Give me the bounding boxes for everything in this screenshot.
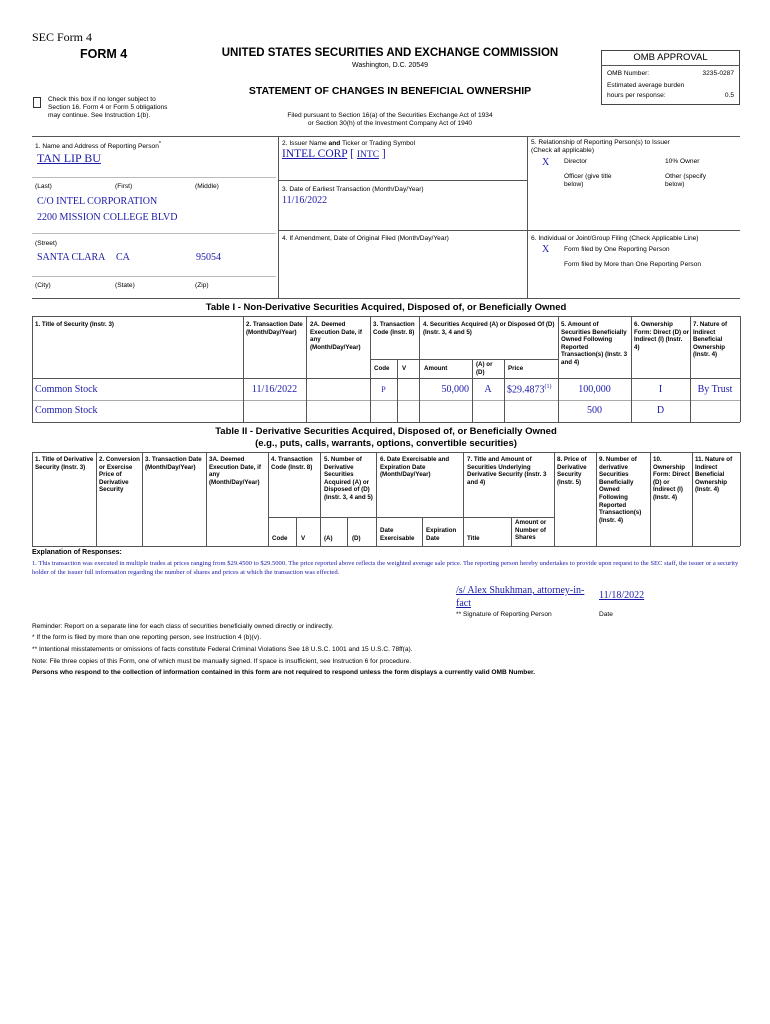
t2-code-header: Code	[272, 535, 288, 542]
checkbox-instructions: Check this box if no longer subject to Section 16. Form 4 or Form 5 obligations may continue. See Instruction 1(b).	[48, 96, 168, 119]
t1-col4-header: 4. Securities Acquired (A) or Disposed Of (D) (Instr. 3, 4 and 5)	[423, 321, 555, 336]
footnote-star-2: ** Intentional misstatements or omissions of facts constitute Federal Criminal Violations See 18 U.S.C. 1001 and 15 U.S.C. 78ff(a).	[32, 646, 413, 653]
last-label: (Last)	[35, 183, 52, 190]
omb-number-value: 3235-0287	[702, 70, 734, 77]
t1-col1-header: 1. Title of Security (Instr. 3)	[35, 321, 114, 328]
t1-r1-ad: A	[484, 384, 492, 395]
t2-col3-header: 3. Transaction Date (Month/Day/Year)	[145, 456, 202, 471]
agency-city: Washington, D.C. 20549	[351, 62, 428, 69]
t2-col2-header: 2. Conversion or Exercise Price of Derivative Security	[99, 456, 140, 494]
t2-col4-header: 4. Transaction Code (Instr. 8)	[271, 456, 313, 471]
t1-r1-title: Common Stock	[35, 384, 98, 395]
t1-amount-header: Amount	[424, 365, 448, 372]
t1-v-header: V	[402, 365, 407, 372]
t2-col5-header: 5. Number of Derivative Securities Acquired (A) or Disposed of (D) (Instr. 3, 4 and 5)	[324, 456, 373, 501]
officer-label: Officer (give title below)	[564, 173, 612, 188]
t2-col9-header: 9. Number of derivative Securities Beneficially Owned Following Reported Transaction(s) (Instr. 4)	[599, 456, 642, 524]
omb-burden-label-2: hours per response:	[607, 92, 666, 99]
t1-col3-header: 3. Transaction Code (Instr. 8)	[373, 321, 415, 336]
ten-percent-owner-label: 10% Owner	[665, 158, 700, 165]
box6-label: 6. Individual or Joint/Group Filing (Check Applicable Line)	[531, 235, 699, 242]
t1-r2-form: D	[656, 405, 665, 416]
t2-col1-header: 1. Title of Derivative Security (Instr. 3)	[35, 456, 94, 471]
no-longer-subject-checkbox[interactable]	[33, 97, 41, 108]
omb-title: OMB APPROVAL	[633, 52, 708, 63]
t1-col2-header: 2. Transaction Date (Month/Day/Year)	[246, 321, 303, 336]
persons-text: Persons who respond to the collection of information contained in this form are not required to respond unless the form displays a currently valid OMB Number.	[32, 669, 536, 676]
director-label: Director	[564, 158, 588, 165]
t1-r2-owned: 500	[587, 405, 602, 416]
t2-expiration-header: Expiration Date	[426, 527, 457, 542]
reminder-text: Reminder: Report on a separate line for each class of securities beneficially owned directly or indirectly.	[32, 623, 334, 630]
zip-value: 95054	[196, 252, 221, 263]
other-label: Other (specify below)	[665, 173, 707, 188]
zip-label: (Zip)	[195, 282, 209, 289]
t2-a-header: (A)	[324, 535, 333, 542]
t2-v-header: V	[301, 535, 306, 542]
t1-col5-header: 5. Amount of Securities Beneficially Owned Following Reported Transaction(s) (Instr. 3 and 4)	[561, 321, 628, 366]
one-person-mark: X	[542, 244, 550, 255]
ticker-link[interactable]: INTC	[356, 150, 380, 160]
t1-r1-nature: By Trust	[697, 384, 733, 395]
footnote-1: 1. This transaction was executed in multiple trades at prices ranging from $29.4500 to $29.5000. The price reported above reflects the weighted average sale price. The reporting person hereby undertakes to provide upon request to the SEC staff, the issuer or a security holder of the issuer full information regarding the number of shares and prices at which the transaction was effected.	[32, 560, 739, 576]
t2-title-header: Title	[467, 535, 480, 542]
omb-burden-value: 0.5	[724, 92, 734, 99]
omb-number-label: OMB Number:	[607, 70, 650, 77]
agency-title: UNITED STATES SECURITIES AND EXCHANGE COMMISSION	[221, 47, 559, 59]
box3-label: 3. Date of Earliest Transaction (Month/Day/Year)	[282, 186, 424, 193]
t2-col8-header: 8. Price of Derivative Security (Instr. 5)	[557, 456, 587, 486]
t1-r1-form: I	[658, 384, 663, 395]
issuer-link[interactable]: INTEL CORP	[282, 148, 348, 160]
explanation-heading: Explanation of Responses:	[32, 549, 122, 556]
box2-label: 2. Issuer Name and Ticker or Trading Symbol	[282, 140, 416, 147]
issuer-name: INTEL CORP [ INTC ]	[282, 148, 386, 160]
t1-col6-header: 6. Ownership Form: Direct (D) or Indirect (I) (Instr. 4)	[634, 321, 690, 351]
t1-col7-header: 7. Nature of Indirect Beneficial Ownership (Instr. 4)	[693, 321, 728, 359]
middle-label: (Middle)	[195, 183, 219, 190]
table1-title: Table I - Non-Derivative Securities Acquired, Disposed of, or Beneficially Owned	[205, 302, 567, 313]
city-label: (City)	[35, 282, 51, 289]
t2-col7-header: 7. Title and Amount of Securities Underlying Derivative Security (Instr. 3 and 4)	[467, 456, 547, 486]
signature-date: 11/18/2022	[599, 590, 645, 601]
first-label: (First)	[115, 183, 133, 190]
signature-name[interactable]: /s/ Alex Shukhman, attorney-in-fact	[456, 585, 585, 609]
earliest-transaction-date: 11/16/2022	[282, 195, 328, 206]
t1-price-header: Price	[508, 365, 524, 372]
address-line-1: C/O INTEL CORPORATION	[37, 196, 158, 207]
statement-title: STATEMENT OF CHANGES IN BENEFICIAL OWNERSHIP	[248, 85, 532, 97]
box4-label: 4. If Amendment, Date of Original Filed (Month/Day/Year)	[282, 235, 449, 242]
director-mark: X	[542, 157, 550, 168]
omb-burden-label-1: Estimated average burden	[607, 82, 685, 89]
t1-code-header: Code	[374, 365, 390, 372]
date-label: Date	[599, 611, 613, 618]
table2-title: Table II - Derivative Securities Acquired, Disposed of, or Beneficially Owned (e.g., puts, calls, warrants, options, convertible securities)	[215, 426, 557, 449]
footnote-star-1: * If the form is filed by more than one reporting person, see Instruction 4 (b)(v).	[32, 634, 262, 641]
t2-col11-header: 11. Nature of Indirect Beneficial Ownership (Instr. 4)	[695, 456, 733, 494]
reporting-person-name[interactable]: TAN LIP BU	[37, 151, 101, 165]
city-value: SANTA CLARA	[37, 252, 106, 263]
t2-col6-header: 6. Date Exercisable and Expiration Date (Month/Day/Year)	[380, 456, 450, 479]
t1-col2a-header: 2A. Deemed Execution Date, if any (Month/Day/Year)	[310, 321, 362, 351]
t1-r1-owned: 100,000	[578, 384, 611, 395]
form-title: FORM 4	[80, 47, 128, 61]
signature-label: ** Signature of Reporting Person	[456, 611, 552, 618]
t1-r1-code: P	[381, 385, 386, 394]
t2-amount-header: Amount or Number of Shares	[515, 519, 547, 542]
one-person-label: Form filed by One Reporting Person	[564, 246, 670, 253]
t1-r2-title: Common Stock	[35, 405, 98, 416]
t1-aord-header: (A) or (D)	[476, 361, 493, 376]
t2-col10-header: 10. Ownership Form: Direct (D) or Indirect (I) (Instr. 4)	[653, 456, 690, 501]
t1-r1-date: 11/16/2022	[251, 384, 298, 395]
t2-col3a-header: 3A. Deemed Execution Date, if any (Month/Day/Year)	[209, 456, 261, 486]
state-label: (State)	[115, 282, 135, 289]
filed-pursuant: Filed pursuant to Section 16(a) of the Securities Exchange Act of 1934 or Section 30(h) of the Investment Company Act of 1940	[287, 112, 493, 127]
top-label: SEC Form 4	[32, 30, 93, 44]
note-text: Note: File three copies of this Form, one of which must be manually signed. If space is insufficient, see Instruction 6 for procedure.	[32, 658, 412, 665]
t1-r1-price: $29.4873$^{(1)}$	[507, 384, 552, 396]
more-than-one-label: Form filed by More than One Reporting Person	[564, 261, 702, 268]
box1-label: 1. Name and Address of Reporting Person*	[35, 141, 162, 151]
street-label: (Street)	[35, 240, 57, 247]
t1-r1-amount: 50,000	[441, 384, 469, 395]
address-line-2: 2200 MISSION COLLEGE BLVD	[37, 212, 178, 223]
t2-d-header: (D)	[352, 535, 361, 542]
t2-date-exercisable-header: Date Exercisable	[380, 527, 415, 542]
state-value: CA	[116, 252, 130, 263]
box5-label: 5. Relationship of Reporting Person(s) to Issuer (Check all applicable)	[531, 139, 670, 154]
